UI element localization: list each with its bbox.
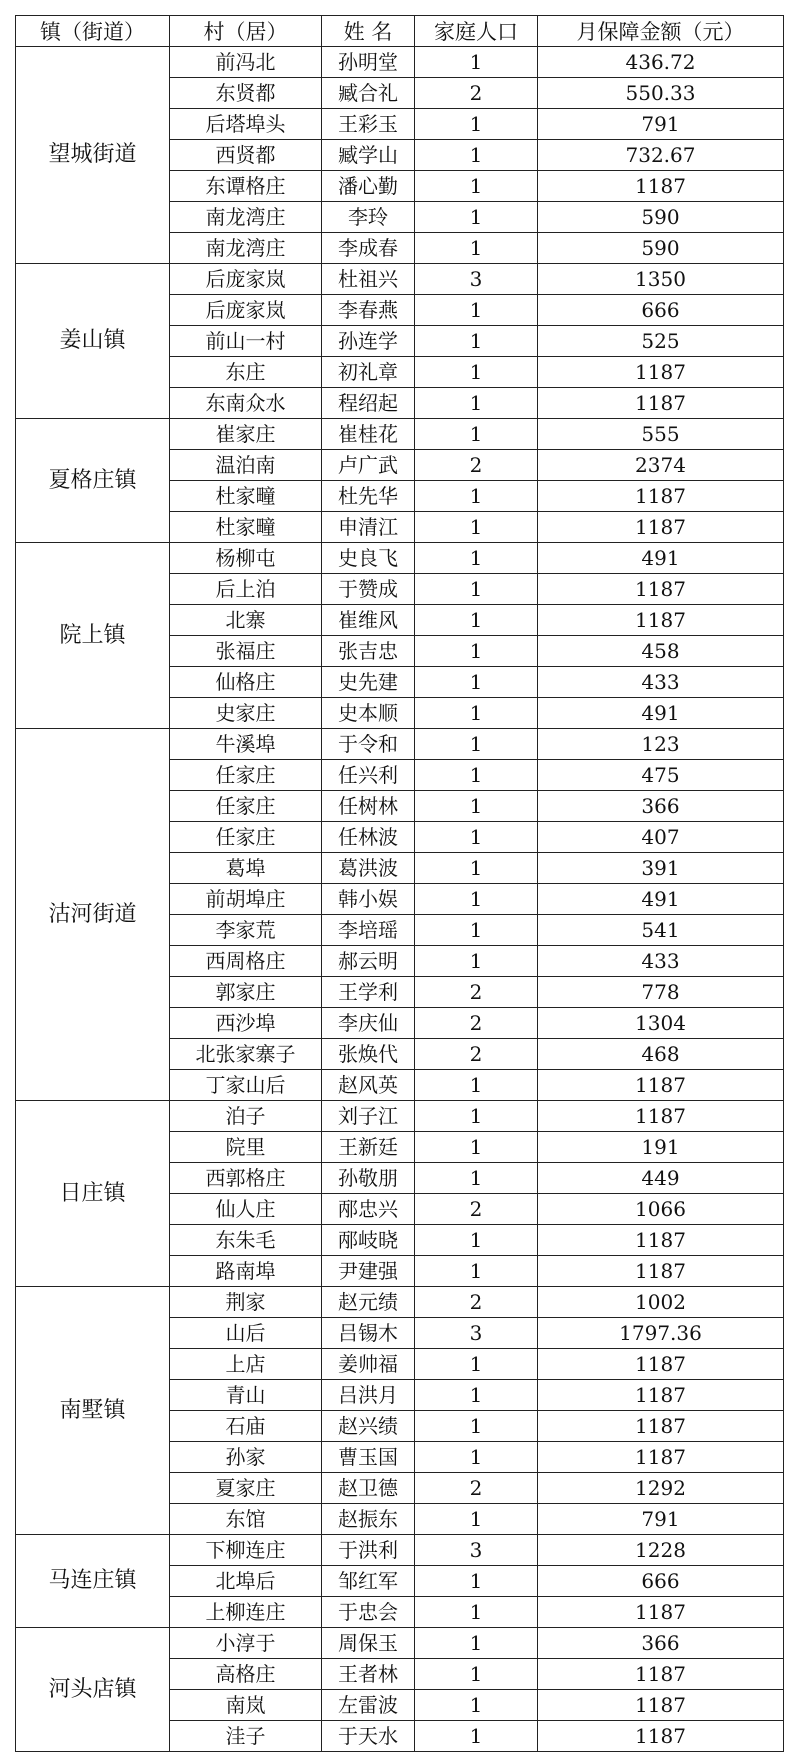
monthly-amount-cell: 468 (538, 1039, 784, 1070)
monthly-amount-cell: 1187 (538, 1256, 784, 1287)
name-cell: 史本顺 (322, 698, 415, 729)
household-size-cell: 1 (415, 1070, 538, 1101)
subsidy-table (15, 15, 784, 1752)
town-cell: 马连庄镇 (16, 1535, 170, 1628)
monthly-amount-cell: 541 (538, 915, 784, 946)
village-cell: 张福庄 (170, 636, 322, 667)
household-size-cell: 2 (415, 450, 538, 481)
name-cell: 李玲 (322, 202, 415, 233)
name-cell: 尹建强 (322, 1256, 415, 1287)
monthly-amount-cell: 791 (538, 109, 784, 140)
household-size-cell: 2 (415, 1473, 538, 1504)
town-cell: 日庄镇 (16, 1101, 170, 1287)
household-size-cell: 1 (415, 729, 538, 760)
household-size-cell: 1 (415, 1411, 538, 1442)
name-cell: 孙敬朋 (322, 1163, 415, 1194)
household-size-cell: 1 (415, 605, 538, 636)
household-size-cell: 1 (415, 884, 538, 915)
town-cell: 夏格庄镇 (16, 419, 170, 543)
name-cell: 葛洪波 (322, 853, 415, 884)
household-size-cell: 1 (415, 1442, 538, 1473)
household-size-cell: 1 (415, 1659, 538, 1690)
table-row (16, 47, 784, 78)
household-size-cell: 1 (415, 1101, 538, 1132)
monthly-amount-cell: 1187 (538, 1225, 784, 1256)
monthly-amount-cell: 1187 (538, 1380, 784, 1411)
village-cell: 洼子 (170, 1721, 322, 1752)
village-cell: 牛溪埠 (170, 729, 322, 760)
monthly-amount-cell: 436.72 (538, 47, 784, 78)
monthly-amount-cell: 458 (538, 636, 784, 667)
village-cell: 前山一村 (170, 326, 322, 357)
household-size-cell: 1 (415, 543, 538, 574)
monthly-amount-cell: 191 (538, 1132, 784, 1163)
household-size-cell: 1 (415, 698, 538, 729)
household-size-cell: 3 (415, 1318, 538, 1349)
household-size-cell: 1 (415, 140, 538, 171)
household-size-cell: 2 (415, 1008, 538, 1039)
name-cell: 任兴利 (322, 760, 415, 791)
town-cell: 南墅镇 (16, 1287, 170, 1535)
household-size-cell: 1 (415, 1132, 538, 1163)
village-cell: 北张家寨子 (170, 1039, 322, 1070)
name-cell: 于洪利 (322, 1535, 415, 1566)
village-cell: 小淳于 (170, 1628, 322, 1659)
name-cell: 王新廷 (322, 1132, 415, 1163)
monthly-amount-cell: 391 (538, 853, 784, 884)
village-cell: 后庞家岚 (170, 295, 322, 326)
village-cell: 后庞家岚 (170, 264, 322, 295)
monthly-amount-cell: 491 (538, 543, 784, 574)
monthly-amount-cell: 1187 (538, 574, 784, 605)
household-size-cell: 1 (415, 1504, 538, 1535)
household-size-cell: 1 (415, 1566, 538, 1597)
name-cell: 初礼章 (322, 357, 415, 388)
village-cell: 史家庄 (170, 698, 322, 729)
name-cell: 赵风英 (322, 1070, 415, 1101)
monthly-amount-cell: 1187 (538, 388, 784, 419)
name-cell: 崔桂花 (322, 419, 415, 450)
monthly-amount-cell: 1187 (538, 357, 784, 388)
monthly-amount-cell: 475 (538, 760, 784, 791)
monthly-amount-cell: 666 (538, 1566, 784, 1597)
name-cell: 卢广武 (322, 450, 415, 481)
monthly-amount-cell: 366 (538, 1628, 784, 1659)
table-row (16, 729, 784, 760)
village-cell: 前胡埠庄 (170, 884, 322, 915)
town-cell: 姜山镇 (16, 264, 170, 419)
household-size-cell: 2 (415, 1039, 538, 1070)
header-town: 镇（街道） (16, 16, 170, 47)
monthly-amount-cell: 1187 (538, 1659, 784, 1690)
table-row (16, 419, 784, 450)
monthly-amount-cell: 2374 (538, 450, 784, 481)
name-cell: 刘子江 (322, 1101, 415, 1132)
household-size-cell: 1 (415, 791, 538, 822)
village-cell: 丁家山后 (170, 1070, 322, 1101)
household-size-cell: 1 (415, 512, 538, 543)
village-cell: 李家荒 (170, 915, 322, 946)
monthly-amount-cell: 433 (538, 946, 784, 977)
name-cell: 姜帅福 (322, 1349, 415, 1380)
name-cell: 杜先华 (322, 481, 415, 512)
monthly-amount-cell: 433 (538, 667, 784, 698)
name-cell: 崔维风 (322, 605, 415, 636)
household-size-cell: 1 (415, 636, 538, 667)
name-cell: 史先建 (322, 667, 415, 698)
village-cell: 后塔埠头 (170, 109, 322, 140)
name-cell: 曹玉国 (322, 1442, 415, 1473)
village-cell: 西沙埠 (170, 1008, 322, 1039)
village-cell: 东庄 (170, 357, 322, 388)
name-cell: 赵元绩 (322, 1287, 415, 1318)
village-cell: 上店 (170, 1349, 322, 1380)
household-size-cell: 1 (415, 853, 538, 884)
village-cell: 任家庄 (170, 791, 322, 822)
monthly-amount-cell: 791 (538, 1504, 784, 1535)
name-cell: 张吉忠 (322, 636, 415, 667)
monthly-amount-cell: 525 (538, 326, 784, 357)
monthly-amount-cell: 1292 (538, 1473, 784, 1504)
village-cell: 东南众水 (170, 388, 322, 419)
village-cell: 南龙湾庄 (170, 233, 322, 264)
monthly-amount-cell: 491 (538, 884, 784, 915)
header-household-size: 家庭人口 (415, 16, 538, 47)
household-size-cell: 1 (415, 326, 538, 357)
household-size-cell: 1 (415, 1690, 538, 1721)
village-cell: 温泊南 (170, 450, 322, 481)
household-size-cell: 1 (415, 1349, 538, 1380)
village-cell: 山后 (170, 1318, 322, 1349)
name-cell: 史良飞 (322, 543, 415, 574)
monthly-amount-cell: 1187 (538, 1597, 784, 1628)
monthly-amount-cell: 491 (538, 698, 784, 729)
name-cell: 赵振东 (322, 1504, 415, 1535)
table-row (16, 543, 784, 574)
name-cell: 任树林 (322, 791, 415, 822)
name-cell: 吕洪月 (322, 1380, 415, 1411)
village-cell: 下柳连庄 (170, 1535, 322, 1566)
household-size-cell: 1 (415, 946, 538, 977)
table-row (16, 1535, 784, 1566)
village-cell: 北埠后 (170, 1566, 322, 1597)
household-size-cell: 1 (415, 915, 538, 946)
table-row (16, 1287, 784, 1318)
village-cell: 院里 (170, 1132, 322, 1163)
name-cell: 王者林 (322, 1659, 415, 1690)
monthly-amount-cell: 1187 (538, 481, 784, 512)
monthly-amount-cell: 1304 (538, 1008, 784, 1039)
household-size-cell: 1 (415, 295, 538, 326)
name-cell: 任林波 (322, 822, 415, 853)
name-cell: 孙连学 (322, 326, 415, 357)
village-cell: 北寨 (170, 605, 322, 636)
village-cell: 杜家疃 (170, 512, 322, 543)
household-size-cell: 1 (415, 1597, 538, 1628)
name-cell: 李春燕 (322, 295, 415, 326)
village-cell: 东馆 (170, 1504, 322, 1535)
name-cell: 臧合礼 (322, 78, 415, 109)
household-size-cell: 3 (415, 1535, 538, 1566)
household-size-cell: 1 (415, 574, 538, 605)
monthly-amount-cell: 1187 (538, 512, 784, 543)
village-cell: 东谭格庄 (170, 171, 322, 202)
household-size-cell: 1 (415, 1163, 538, 1194)
monthly-amount-cell: 366 (538, 791, 784, 822)
monthly-amount-cell: 550.33 (538, 78, 784, 109)
name-cell: 郝云明 (322, 946, 415, 977)
name-cell: 李庆仙 (322, 1008, 415, 1039)
monthly-amount-cell: 1187 (538, 1721, 784, 1752)
monthly-amount-cell: 1187 (538, 1101, 784, 1132)
header-name: 姓 名 (322, 16, 415, 47)
name-cell: 于令和 (322, 729, 415, 760)
household-size-cell: 1 (415, 760, 538, 791)
monthly-amount-cell: 732.67 (538, 140, 784, 171)
household-size-cell: 2 (415, 977, 538, 1008)
village-cell: 孙家 (170, 1442, 322, 1473)
household-size-cell: 1 (415, 481, 538, 512)
table-body (16, 47, 784, 1752)
household-size-cell: 1 (415, 1628, 538, 1659)
monthly-amount-cell: 1187 (538, 605, 784, 636)
monthly-amount-cell: 1187 (538, 1442, 784, 1473)
monthly-amount-cell: 778 (538, 977, 784, 1008)
village-cell: 南龙湾庄 (170, 202, 322, 233)
monthly-amount-cell: 1187 (538, 171, 784, 202)
village-cell: 石庙 (170, 1411, 322, 1442)
header-monthly-amount: 月保障金额（元） (538, 16, 784, 47)
household-size-cell: 1 (415, 109, 538, 140)
village-cell: 泊子 (170, 1101, 322, 1132)
household-size-cell: 2 (415, 1194, 538, 1225)
household-size-cell: 1 (415, 667, 538, 698)
village-cell: 西郭格庄 (170, 1163, 322, 1194)
household-size-cell: 1 (415, 233, 538, 264)
name-cell: 周保玉 (322, 1628, 415, 1659)
household-size-cell: 3 (415, 264, 538, 295)
town-cell: 院上镇 (16, 543, 170, 729)
household-size-cell: 1 (415, 419, 538, 450)
village-cell: 夏家庄 (170, 1473, 322, 1504)
name-cell: 邴忠兴 (322, 1194, 415, 1225)
monthly-amount-cell: 1066 (538, 1194, 784, 1225)
name-cell: 王彩玉 (322, 109, 415, 140)
monthly-amount-cell: 1002 (538, 1287, 784, 1318)
town-cell: 望城街道 (16, 47, 170, 264)
household-size-cell: 1 (415, 1225, 538, 1256)
village-cell: 荆家 (170, 1287, 322, 1318)
name-cell: 潘心勤 (322, 171, 415, 202)
monthly-amount-cell: 449 (538, 1163, 784, 1194)
name-cell: 程绍起 (322, 388, 415, 419)
village-cell: 西贤都 (170, 140, 322, 171)
village-cell: 仙格庄 (170, 667, 322, 698)
name-cell: 李成春 (322, 233, 415, 264)
village-cell: 任家庄 (170, 822, 322, 853)
household-size-cell: 2 (415, 78, 538, 109)
name-cell: 孙明堂 (322, 47, 415, 78)
name-cell: 于忠会 (322, 1597, 415, 1628)
name-cell: 申清江 (322, 512, 415, 543)
household-size-cell: 1 (415, 1256, 538, 1287)
table-row (16, 1628, 784, 1659)
name-cell: 吕锡木 (322, 1318, 415, 1349)
name-cell: 韩小娱 (322, 884, 415, 915)
table-row (16, 264, 784, 295)
village-cell: 葛埠 (170, 853, 322, 884)
name-cell: 李培瑶 (322, 915, 415, 946)
household-size-cell: 1 (415, 202, 538, 233)
name-cell: 邹红军 (322, 1566, 415, 1597)
village-cell: 后上泊 (170, 574, 322, 605)
household-size-cell: 1 (415, 822, 538, 853)
village-cell: 西周格庄 (170, 946, 322, 977)
village-cell: 杜家疃 (170, 481, 322, 512)
village-cell: 崔家庄 (170, 419, 322, 450)
monthly-amount-cell: 1350 (538, 264, 784, 295)
name-cell: 赵兴绩 (322, 1411, 415, 1442)
header-row (16, 16, 784, 47)
household-size-cell: 1 (415, 1380, 538, 1411)
household-size-cell: 1 (415, 1721, 538, 1752)
town-cell: 河头店镇 (16, 1628, 170, 1752)
monthly-amount-cell: 590 (538, 233, 784, 264)
monthly-amount-cell: 123 (538, 729, 784, 760)
monthly-amount-cell: 1187 (538, 1690, 784, 1721)
village-cell: 杨柳屯 (170, 543, 322, 574)
village-cell: 路南埠 (170, 1256, 322, 1287)
village-cell: 任家庄 (170, 760, 322, 791)
monthly-amount-cell: 555 (538, 419, 784, 450)
monthly-amount-cell: 1187 (538, 1349, 784, 1380)
household-size-cell: 1 (415, 357, 538, 388)
name-cell: 杜祖兴 (322, 264, 415, 295)
name-cell: 张焕代 (322, 1039, 415, 1070)
monthly-amount-cell: 1187 (538, 1411, 784, 1442)
household-size-cell: 2 (415, 1287, 538, 1318)
monthly-amount-cell: 407 (538, 822, 784, 853)
name-cell: 于天水 (322, 1721, 415, 1752)
monthly-amount-cell: 1187 (538, 1070, 784, 1101)
town-cell: 沽河街道 (16, 729, 170, 1101)
name-cell: 王学利 (322, 977, 415, 1008)
name-cell: 邴岐晓 (322, 1225, 415, 1256)
name-cell: 赵卫德 (322, 1473, 415, 1504)
village-cell: 东朱毛 (170, 1225, 322, 1256)
monthly-amount-cell: 590 (538, 202, 784, 233)
village-cell: 上柳连庄 (170, 1597, 322, 1628)
table-row (16, 1101, 784, 1132)
village-cell: 前冯北 (170, 47, 322, 78)
village-cell: 东贤都 (170, 78, 322, 109)
header-village: 村（居） (170, 16, 322, 47)
name-cell: 臧学山 (322, 140, 415, 171)
monthly-amount-cell: 1228 (538, 1535, 784, 1566)
household-size-cell: 1 (415, 47, 538, 78)
name-cell: 于赞成 (322, 574, 415, 605)
household-size-cell: 1 (415, 171, 538, 202)
household-size-cell: 1 (415, 388, 538, 419)
village-cell: 南岚 (170, 1690, 322, 1721)
monthly-amount-cell: 1797.36 (538, 1318, 784, 1349)
name-cell: 左雷波 (322, 1690, 415, 1721)
village-cell: 青山 (170, 1380, 322, 1411)
village-cell: 高格庄 (170, 1659, 322, 1690)
village-cell: 仙人庄 (170, 1194, 322, 1225)
monthly-amount-cell: 666 (538, 295, 784, 326)
village-cell: 郭家庄 (170, 977, 322, 1008)
